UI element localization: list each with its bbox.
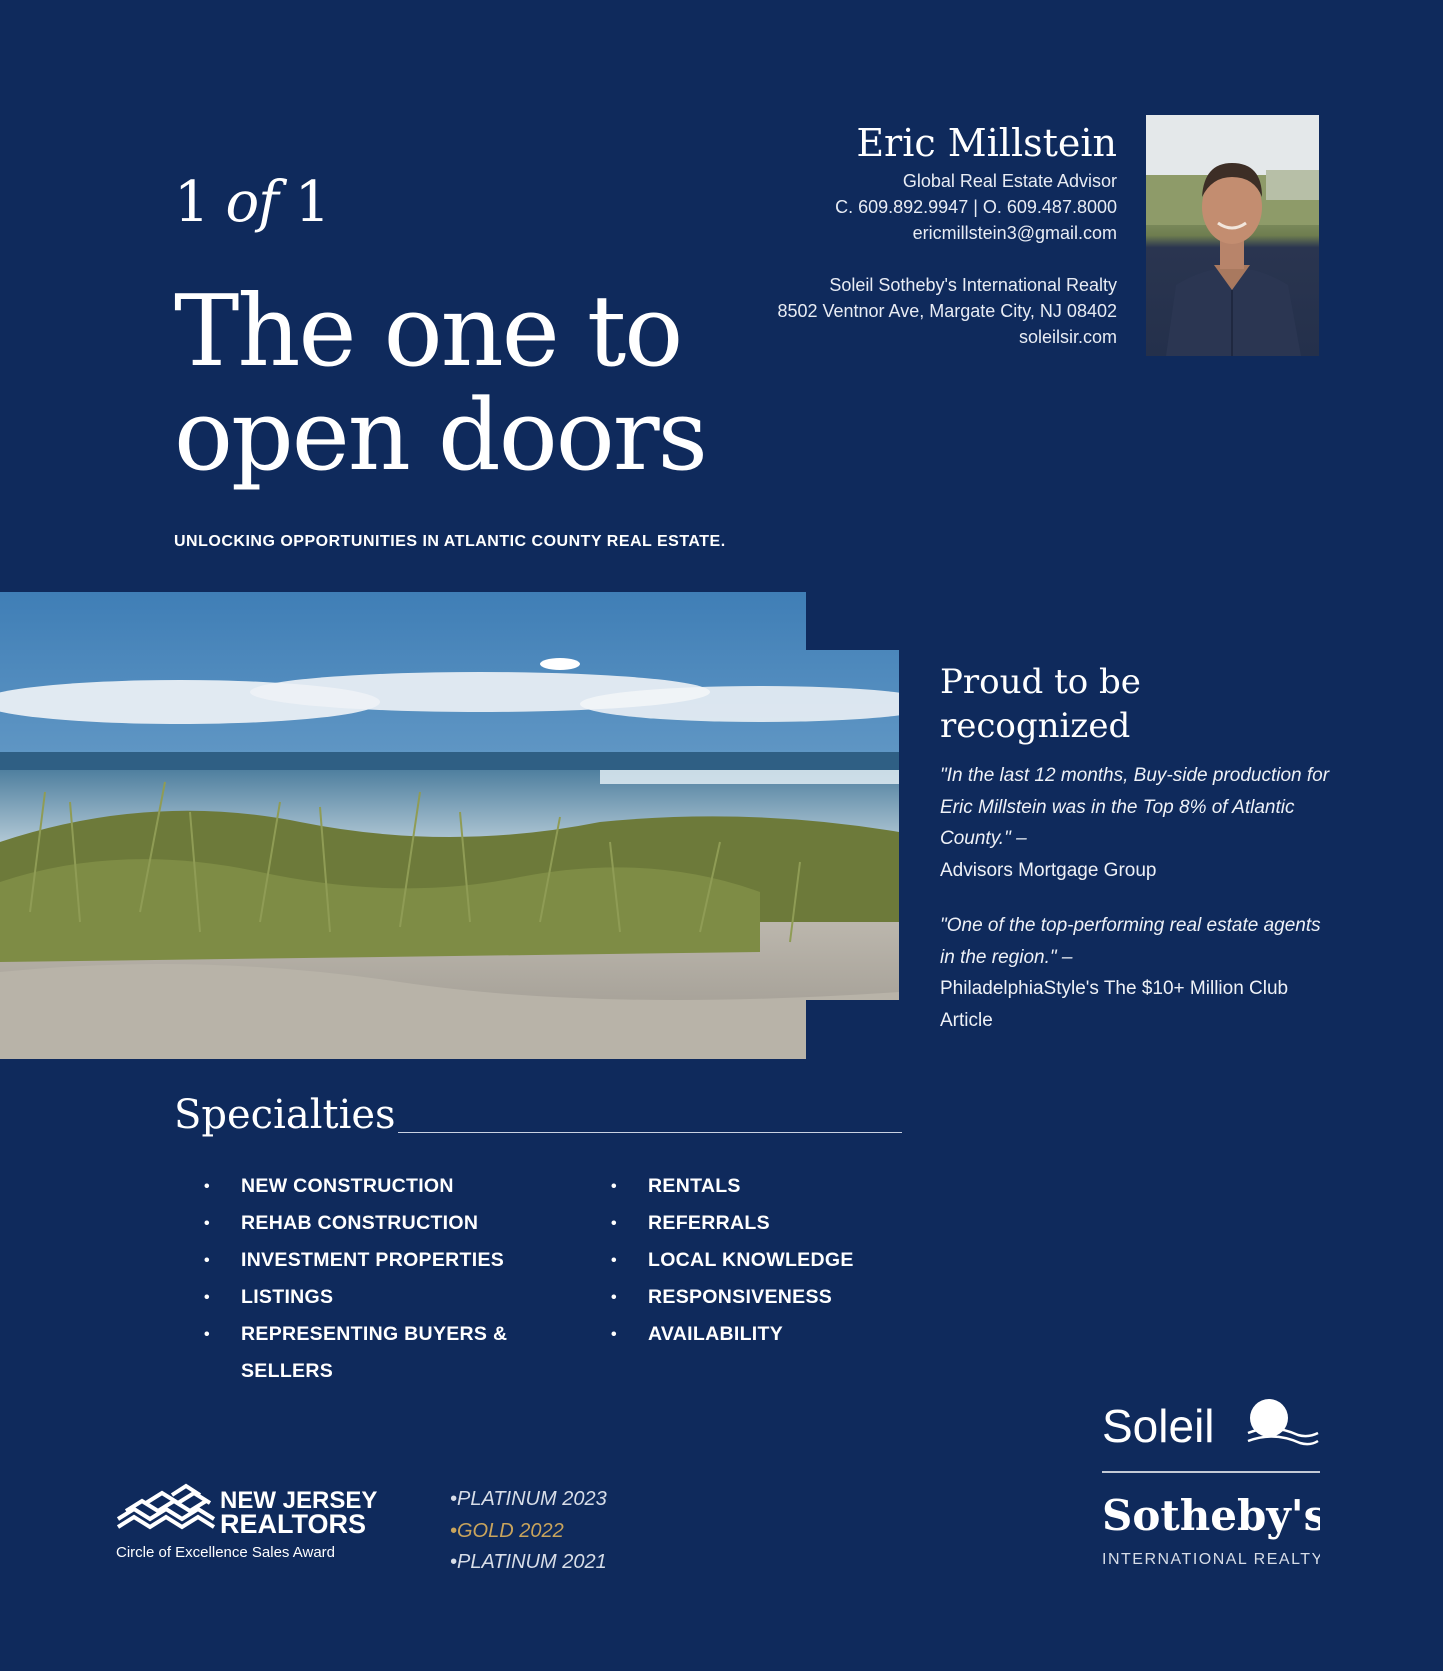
kicker-of: of [225, 170, 278, 235]
headline-line-2: open doors [174, 379, 706, 493]
specialties-divider [398, 1132, 902, 1133]
list-item: • NEW CONSTRUCTION [174, 1168, 561, 1205]
specialties-list-left [174, 1168, 561, 1390]
quote-1-source: Advisors Mortgage Group [940, 859, 1157, 881]
logo-word-realty: INTERNATIONAL REALTY [1102, 1551, 1320, 1568]
quote-2-text: "One of the top-performing real estate agents in the region." – [940, 915, 1321, 968]
list-item: • REHAB CONSTRUCTION [174, 1205, 561, 1242]
agent-name: Eric Millstein [856, 121, 1117, 165]
agent-title: Global Real Estate Advisor [902, 171, 1117, 191]
recognition-section [940, 660, 1340, 1036]
award-item: •PLATINUM 2021 [450, 1551, 607, 1573]
logo-word-sothebys: Sotheby's [1102, 1491, 1320, 1540]
award-item: •GOLD 2022 [450, 1519, 564, 1542]
tagline: UNLOCKING OPPORTUNITIES IN ATLANTIC COUNTY REAL ESTATE. [174, 533, 726, 550]
headline-line-1: The one to [174, 275, 682, 389]
agent-website[interactable]: soleilsir.com [1018, 327, 1117, 347]
specialties-title: Specialties [174, 1092, 396, 1138]
agent-email[interactable]: ericmillstein3@gmail.com [912, 223, 1117, 243]
quote-1 [940, 760, 1340, 886]
recognition-title: Proud to be recognized [940, 662, 1141, 746]
sun-wave-icon [1248, 1399, 1318, 1444]
quote-2 [940, 910, 1340, 1036]
nj-realtors-logo [116, 1483, 396, 1563]
beach-dune-photo [0, 592, 899, 1059]
list-item: • LISTINGS [174, 1279, 561, 1316]
list-item: • REFERRALS [581, 1205, 968, 1242]
realtors-line-3: Circle of Excellence Sales Award [116, 1544, 335, 1561]
list-item: • REPRESENTING BUYERS & SELLERS [174, 1316, 511, 1390]
list-item: • RESPONSIVENESS [581, 1279, 968, 1316]
agent-phones: C. 609.892.9947 | O. 609.487.8000 [835, 197, 1117, 217]
realtors-line-2: REALTORS [220, 1509, 367, 1539]
list-item: • AVAILABILITY [581, 1316, 968, 1353]
list-item: • RENTALS [581, 1168, 968, 1205]
specialties-list-right [581, 1168, 968, 1353]
agent-address: 8502 Ventnor Ave, Margate City, NJ 08402 [777, 301, 1117, 321]
list-item: • INVESTMENT PROPERTIES [174, 1242, 561, 1279]
realtors-line-1: NEW JERSEY [220, 1487, 378, 1514]
agent-contact [777, 120, 1117, 350]
award-item: •PLATINUM 2023 [450, 1488, 607, 1510]
quote-2-source: PhiladelphiaStyle's The $10+ Million Club Article [940, 978, 1289, 1031]
kicker-number: 1 [174, 170, 209, 235]
headline [174, 275, 706, 493]
awards-list [450, 1484, 607, 1579]
quote-1-text: "In the last 12 months, Buy-side production for Eric Millstein was in the Top 8% of Atlantic County." – [940, 765, 1330, 849]
logo-word-soleil: Soleil [1102, 1400, 1215, 1452]
list-item: • LOCAL KNOWLEDGE [581, 1242, 968, 1279]
kicker-total: 1 [294, 170, 330, 235]
agent-company: Soleil Sotheby's International Realty [829, 275, 1117, 295]
soleil-sothebys-logo [1102, 1393, 1320, 1571]
issue-kicker [174, 170, 329, 235]
agent-photo [1146, 115, 1319, 356]
